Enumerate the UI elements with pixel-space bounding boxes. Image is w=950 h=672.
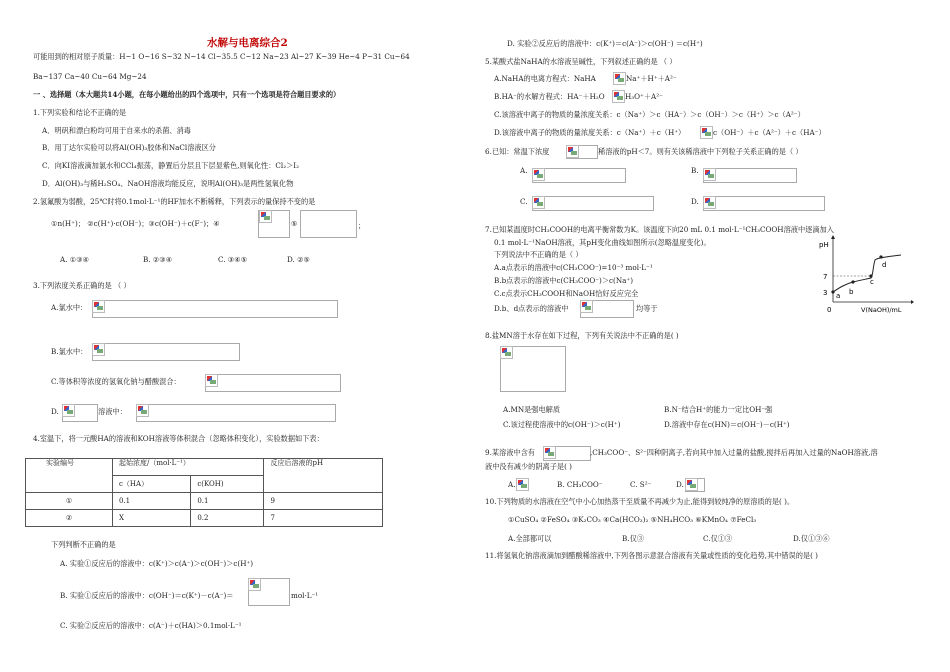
- q6-option-d-formula: [703, 196, 825, 211]
- q6-option-a: A.: [520, 166, 528, 175]
- q10-option-a: A.全部都可以: [508, 534, 552, 543]
- point-label-d: d: [882, 261, 887, 269]
- q7-option-a: A.a点表示的溶液中c(CH₃COO⁻)=10⁻³ mol·L⁻¹: [494, 263, 653, 272]
- image-placeholder-icon: [703, 168, 716, 181]
- equilibrium-arrow-icon: [613, 72, 626, 85]
- image-placeholder-icon: [532, 196, 545, 209]
- q6-option-c-formula: [532, 196, 654, 211]
- q3-option-a-formula: [92, 300, 338, 318]
- q7-option-d: D.b、d点表示的溶液中: [494, 304, 569, 313]
- q9-option-d: D.: [676, 480, 684, 489]
- q5-option-d: D.该溶液中离子的物质的量浓度关系：c（Na⁺）＋c（H⁺）: [494, 128, 686, 137]
- image-placeholder-icon: [205, 374, 218, 387]
- q7-line3: 下列说法中不正确的是（ ）: [494, 250, 583, 259]
- q9-option-a: A.: [508, 480, 516, 489]
- q8-option-c: C.该过程使溶液中的c(OH⁻)＞c(H⁺): [503, 420, 621, 429]
- image-placeholder-icon: [685, 478, 698, 491]
- q1-option-c: C．向KI溶液滴加氯水和CCl₄振荡，静置后分层且下层显紫色,则氧化性：Cl₂＞I₂: [42, 161, 300, 170]
- q8-stem: 8.盐MN溶于水存在如下过程，下列有关说法中不正确的是( ): [485, 331, 679, 340]
- image-placeholder-icon: [259, 210, 272, 223]
- q3-option-c: C.等体积等浓度的氢氧化钠与醋酸混合：: [51, 377, 181, 386]
- image-placeholder-icon: [248, 578, 261, 591]
- q10-option-d: D.仅①③⑥: [793, 534, 830, 543]
- q8-option-a: A.MN是强电解质: [503, 405, 561, 414]
- table-row: [26, 493, 383, 510]
- q10-stem: 10.下列物质的水溶液在空气中小心加热蒸干至质量不再减少为止,能得到较纯净的原溶质的是( )。: [485, 497, 795, 506]
- x-axis-arrow-icon: [911, 300, 914, 304]
- atomic-masses-line1: 可能用到的相对原子质量：H~1 O~16 S~32 N~14 Cl~35.5 C~12 Na~23 Al~27 K~39 He~4 P~31 Cu~64: [33, 52, 410, 61]
- tick-label-7: 7: [823, 273, 828, 281]
- atomic-masses-line2: Ba~137 Ca~40 Cu~64 Mg~24: [33, 72, 147, 81]
- q7-option-c: C.c点表示CH₃COOH和NaOH恰好反应完全: [494, 289, 639, 298]
- q7-line1: 7.已知某温度时CH₃COOH的电离平衡常数为K。该温度下向20 mL 0.1 mol·L⁻¹CH₃COOH溶液中逐滴加入: [485, 225, 834, 234]
- image-placeholder-icon: [543, 446, 556, 459]
- q4-stem: 4.室温下，将一元酸HA的溶液和KOH溶液等体积混合（忽略体积变化），实验数据如下表：: [33, 434, 324, 443]
- point-b-marker: [851, 280, 854, 283]
- q3-option-d-expression: [136, 404, 336, 422]
- q1-option-a: A．明矾和漂白粉均可用于自来水的杀菌、消毒: [42, 126, 191, 135]
- titration-curve: [833, 255, 901, 292]
- ph-titration-chart: [815, 232, 915, 318]
- table-header-ha: c（HA）: [113, 476, 191, 493]
- q11-stem: 11.将氢氧化钠溶液滴加到醋酸稀溶液中,下列各图示意混合溶液有关量或性质的变化趋势,其中错误的是( ): [485, 551, 818, 560]
- q9-line1-rest: ,CH₃COO⁻、S²⁻四种阴离子,若向其中加入过量的盐酸,搅拌后再加入过量的NaOH溶液,溶: [590, 448, 878, 457]
- table-cell-no: ②: [26, 510, 113, 527]
- y-axis-label: pH: [819, 241, 829, 249]
- table-row: [26, 510, 383, 527]
- image-placeholder-icon: [532, 168, 545, 181]
- table-cell-ph: 9: [264, 493, 383, 510]
- table-header-conc: 起始浓度/（mol·L⁻¹）: [113, 459, 264, 476]
- table-header-koh: c(KOH): [191, 476, 264, 493]
- q5-option-a-products: Na⁺＋H⁺＋A²⁻: [626, 74, 677, 83]
- equilibrium-arrow-icon: [612, 90, 625, 103]
- image-placeholder-icon: [703, 196, 716, 209]
- q10-option-b: B.仅③: [622, 534, 644, 543]
- q2-option-d: D. ②⑤: [287, 255, 310, 264]
- q5-option-b: B.HA⁻的水解方程式：HA⁻＋H₂O: [494, 92, 605, 101]
- q8-option-b: B.N⁻结合H⁺的能力一定比OH⁻强: [664, 405, 773, 414]
- q2-items: ①n(H⁺)； ②c(H⁺)·c(OH⁻)；③c(OH⁻)＋c(F⁻)；④: [51, 219, 220, 228]
- table-header-no: 实验编号: [26, 459, 113, 493]
- table-cell-ha: X: [113, 510, 191, 527]
- image-placeholder-icon: [62, 404, 75, 417]
- q2-option-a: A. ①③④: [60, 255, 90, 264]
- q1-stem: 1.下列实验和结论不正确的是: [33, 108, 127, 117]
- image-placeholder-icon: [92, 343, 105, 356]
- x-axis-label: V(NaOH)/mL: [861, 306, 902, 314]
- q7-option-b: B.b点表示的溶液中c(CH₃COO⁻)＞c(Na⁺): [494, 276, 634, 285]
- q1-option-d: D．Al(OH)₃与稀H₂SO₄、NaOH溶液均能反应，说明Al(OH)₃是两性氢氧化物: [42, 179, 294, 188]
- q6-option-c: C.: [520, 197, 528, 206]
- q5-option-c: C.该溶液中离子的物质的量浓度关系：c（Na⁺）＞c（HA⁻）＞c（OH⁻）＞c（H⁺）＞c（A²⁻）: [494, 110, 805, 119]
- image-placeholder-icon: [136, 404, 149, 417]
- q2-item5-label: ⑤: [291, 219, 298, 228]
- q4-option-b: B. 实验①反应后的溶液中：c(OH⁻)＝c(K⁺)－c(A⁻)＝: [60, 591, 234, 600]
- image-placeholder-icon: [566, 145, 579, 158]
- y-axis-arrow-icon: [831, 235, 835, 239]
- tick-label-3: 3: [823, 289, 828, 297]
- table-cell-koh: 0.1: [191, 493, 264, 510]
- q9-line1: 9.某溶液中含有: [485, 448, 535, 457]
- q2-option-c: C. ③④⑤: [218, 255, 248, 264]
- q4-option-a: A. 实验①反应后的溶液中：c(K⁺)＞c(A⁻)＞c(OH⁻)＞c(H⁺): [60, 559, 254, 568]
- q4-data-table: [25, 458, 383, 527]
- q8-option-d: D.溶液中存在c(HN)＝c(OH⁻)－c(H⁺): [664, 420, 790, 429]
- q10-items: ①CuSO₄ ②FeSO₄ ③K₂CO₃ ④Ca(HCO₃)₂ ⑤NH₄HCO₃ ⑥KMnO₄ ⑦FeCl₃: [508, 515, 757, 524]
- table-cell-koh: 0.2: [191, 510, 264, 527]
- point-d-marker: [879, 255, 882, 258]
- q6-option-d: D.: [691, 197, 699, 206]
- table-cell-ph: 7: [264, 510, 383, 527]
- q7-line2: 0.1 mol·L⁻¹NaOH溶液，其pH变化曲线如图所示(忽略温度变化)。: [494, 238, 711, 247]
- q9-option-c: C. S²⁻: [630, 480, 652, 489]
- image-placeholder-icon: [500, 346, 513, 359]
- q6-option-b-formula: [703, 168, 797, 183]
- point-label-b: b: [849, 288, 854, 296]
- point-a-marker: [831, 290, 834, 293]
- q5-option-d-rhs: c（OH⁻）＋c（A²⁻）＋c（HA⁻）: [713, 128, 826, 137]
- image-placeholder-icon: [92, 300, 105, 313]
- q4-option-b-unit: mol·L⁻¹: [291, 591, 319, 600]
- point-label-a: a: [836, 292, 841, 300]
- equals-sign-image: [700, 126, 713, 139]
- q5-option-a: A.NaHA的电离方程式：NaHA: [494, 74, 596, 83]
- q3-option-b-formula: [92, 343, 240, 361]
- table-cell-no: ①: [26, 493, 113, 510]
- q4-option-d: D. 实验②反应后的溶液中：c(K⁺)＝c(A⁻)＞c(OH⁻) ＝c(H⁺): [507, 39, 703, 48]
- q3-option-d-text: 溶液中：: [98, 407, 127, 416]
- q4-judge: 下列判断不正确的是: [51, 540, 116, 549]
- section-heading: 一 、选择题（本大题共14小题，在每小题给出的四个选项中，只有一个选项是符合题目要求的）: [33, 90, 341, 99]
- point-label-c: c: [870, 278, 874, 286]
- q6-option-a-formula: [532, 168, 626, 183]
- q5-option-b-products: H₃O⁺＋A²⁻: [625, 92, 663, 101]
- q4-option-c: C. 实验②反应后的溶液中：c(A⁻)＋c(HA)＞0.1mol·L⁻¹: [60, 621, 242, 630]
- q3-stem: 3.下列浓度关系正确的是 （ ）: [33, 281, 131, 290]
- table-cell-ha: 0.1: [113, 493, 191, 510]
- tick-label-0: 0: [827, 306, 832, 314]
- q9-option-b: B. CH₃COO⁻: [557, 480, 603, 489]
- q10-option-c: C.仅①③: [703, 534, 733, 543]
- q3-option-b: B.氯水中：: [51, 347, 88, 356]
- q2-option-b: B. ②③④: [143, 255, 173, 264]
- q6-option-b: B.: [691, 166, 699, 175]
- q3-option-a: A.氯水中：: [51, 303, 88, 312]
- q2-formula-image-5: [300, 210, 357, 238]
- q2-stem: 2.氢氟酸为弱酸，25℃时将0.1mol·L⁻¹的HF加水不断稀释，下列表示的量保持不变的是: [33, 197, 316, 206]
- ion-formula-image: [516, 478, 529, 491]
- q7-option-d-rest: 均等于: [636, 304, 658, 313]
- q3-option-c-formula: [205, 374, 341, 392]
- q6-stem-rest: 稀溶液的pH＜7。则有关该稀溶液中下列粒子关系正确的是（ ）: [598, 147, 803, 156]
- q1-option-b: B．用丁达尔实验可以将Al(OH)₃胶体和NaCl溶液区分: [42, 143, 216, 152]
- image-placeholder-icon: [580, 300, 593, 313]
- q9-line2: 液中没有减少的阴离子是( ): [485, 462, 572, 471]
- q6-stem: 6.已知：常温下浓度: [485, 147, 550, 156]
- q5-stem: 5.某酸式盐NaHA的水溶液呈碱性，下列叙述正确的是 （ ）: [485, 57, 677, 66]
- q2-end: ；: [358, 221, 366, 230]
- table-header-ph: 反应后溶液的pH: [264, 459, 383, 493]
- q3-option-d: D.: [51, 407, 59, 416]
- page-title: 水解与电离综合2: [207, 37, 288, 49]
